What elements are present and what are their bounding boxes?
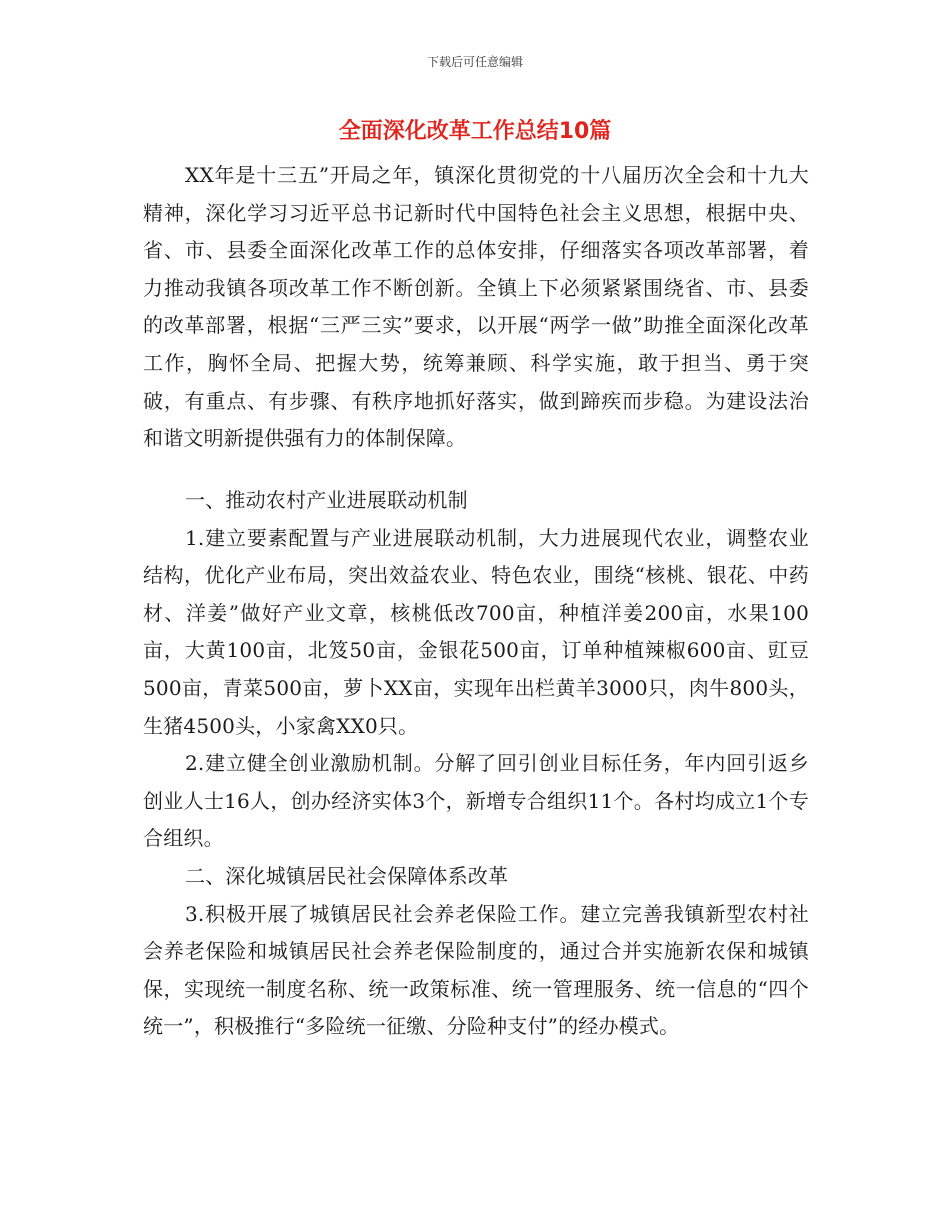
section-heading-2: 二、深化城镇居民社会保障体系改革 [185, 863, 509, 888]
page-header-note: 下载后可任意编辑 [426, 55, 523, 69]
document-title: 全面深化改革工作总结10篇 [338, 119, 612, 144]
document-sections [143, 482, 809, 1046]
list-item-2: 2.建立健全创业激励机制。分解了回引创业目标任务，年内回引返乡创业人士16人，创办经济实体3个，新增专合组织11个。各村均成立1个专合组织。 [143, 751, 809, 851]
intro-paragraph: XX年是十三五”开局之年，镇深化贯彻党的十八届历次全会和十九大精神，深化学习习近平总书记新时代中国特色社会主义思想，根据中央、省、市、县委全面深化改革工作的总体安排，仔细落实各项改革部署，着力推动我镇各项改革工作不断创新。全镇上下必须紧紧围绕省、市、县委的改革部署，根据“三严三实”要求，以开展“两学一做”助推全面深化改革工作，胸怀全局、把握大势，统筹兼顾、科学实施，敢于担当、勇于突破，有重点、有步骤、有秩序地抓好落实，做到蹄疾而步稳。为建设法治和谐文明新提供强有力的体制保障。 [143, 163, 809, 451]
list-item-1: 1.建立要素配置与产业进展联动机制，大力进展现代农业，调整农业结构，优化产业布局，突出效益农业、特色农业，围绕“核桃、银花、中药材、洋姜”做好产业文章，核桃低改700亩，种植洋姜200亩，水果100亩，大黄100亩，北笈50亩，金银花500亩，订单种植辣椒600亩、豇豆500亩，青菜500亩，萝卜XX亩，实现年出栏黄羊3000只，肉牛800头，生猪4500头，小家禽XX0只。 [143, 525, 809, 738]
section-heading-1: 一、推动农村产业进展联动机制 [185, 488, 468, 512]
list-item-3: 3.积极开展了城镇居民社会养老保险工作。建立完善我镇新型农村社会养老保险和城镇居民社会养老保险制度的，通过合并实施新农保和城镇保，实现统一制度名称、统一政策标准、统一管理服务、统一信息的“四个统一”，积极推行“多险统一征缴、分险种支付”的经办模式。 [143, 901, 809, 1039]
document-body [143, 157, 809, 458]
